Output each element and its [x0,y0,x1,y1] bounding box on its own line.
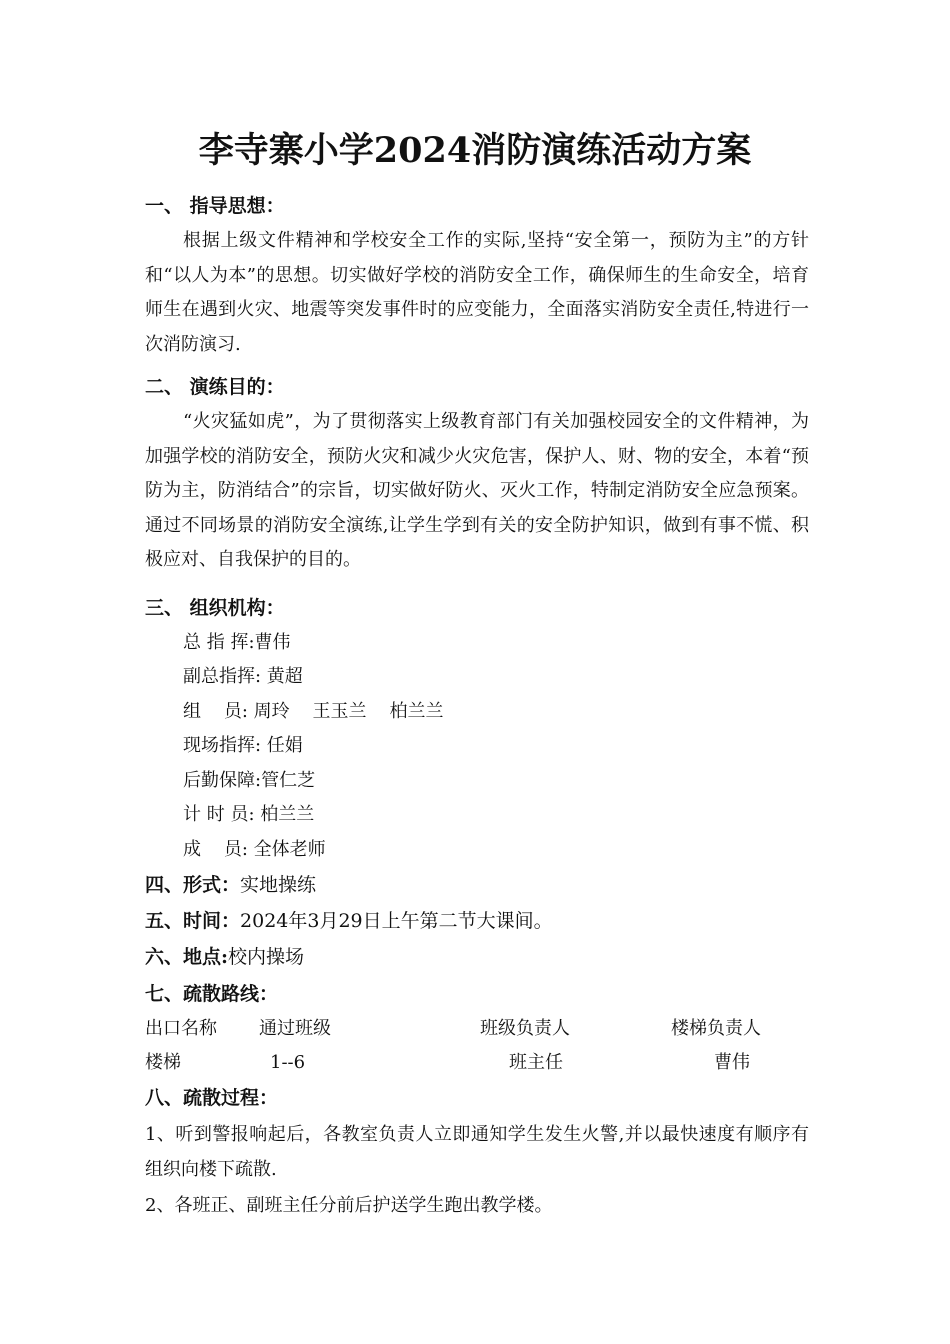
time-heading: 五、时间： [145,910,241,932]
section-heading-organization: 三、 组织机构： [145,597,285,619]
document-title: 李寺寨小学2024消防演练活动方案 [198,130,752,171]
table-cell-stair-leader: 曹伟 [714,1052,750,1073]
section-heading-guiding-thought: 一、 指导思想： [145,195,285,217]
org-members: 组 员: 周玲 王玉兰 柏兰兰 [183,701,444,722]
guiding-thought-paragraph: 根据上级文件精神和学校安全工作的实际,坚持“安全第一，预防为主”的方针和“以人为本”的思想。切实做好学校的消防安全工作，确保师生的生命安全，培育师生在遇到火灾、地震等突发事件时的应变能力，全面落实消防安全责任,特进行一次消防演习. [145,230,809,355]
time-value: 2024年3月29日上午第二节大课间。 [240,910,553,932]
org-logistics: 后勤保障:管仁芝 [183,770,316,791]
org-deputy-commander: 副总指挥: 黄超 [183,666,303,687]
table-cell-classes: 1--6 [270,1052,306,1073]
table-cell-class-leader: 班主任 [509,1052,563,1073]
evacuation-step-1: 1、听到警报响起后，各教室负责人立即通知学生发生火警,并以最快速度有顺序有组织向楼下疏散. [145,1124,809,1180]
form-heading: 四、形式： [145,874,241,896]
section-heading-drill-purpose: 二、 演练目的： [145,376,285,398]
org-commander: 总 指 挥:曹伟 [183,632,291,653]
table-cell-exit: 楼梯 [145,1052,181,1073]
location-value: 校内操场 [228,946,305,968]
section-time [145,907,553,935]
section-location [145,943,304,971]
form-value: 实地操练 [240,874,317,896]
location-heading: 六、地点: [145,946,229,968]
org-site-commander: 现场指挥: 任娟 [183,735,303,756]
table-header-classes: 通过班级 [259,1018,331,1039]
org-timekeeper: 计 时 员: 柏兰兰 [183,804,315,825]
drill-purpose-paragraph: “火灾猛如虎”，为了贯彻落实上级教育部门有关加强校园安全的文件精神，为加强学校的消防安全，预防火灾和减少火灾危害，保护人、财、物的安全，本着“预防为主，防消结合”的宗旨，切实做好防火、灭火工作，特制定消防安全应急预案。通过不同场景的消防安全演练,让学生学到有关的安全防护知识，做到有事不慌、积极应对、自我保护的目的。 [145,411,809,570]
evacuation-step-2: 2、各班正、副班主任分前后护送学生跑出教学楼。 [145,1195,553,1216]
table-header-exit: 出口名称 [145,1018,217,1039]
table-header-class-leader: 班级负责人 [480,1018,570,1039]
section-form [145,871,316,899]
org-all-members: 成 员: 全体老师 [183,839,326,860]
section-heading-evacuation-process: 八、疏散过程： [145,1087,279,1109]
table-header-stair-leader: 楼梯负责人 [671,1018,761,1039]
section-heading-evacuation-route: 七、疏散路线： [145,983,279,1005]
